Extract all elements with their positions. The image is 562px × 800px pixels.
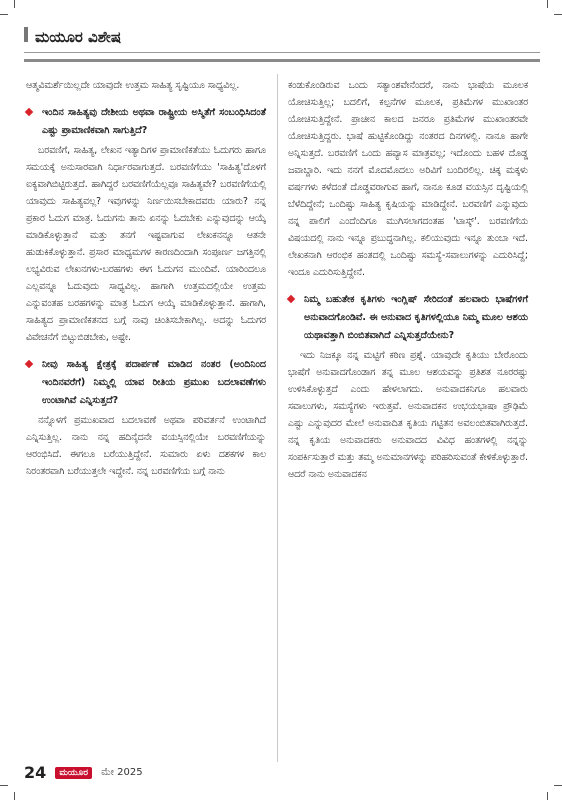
question-block [26,104,266,140]
crop-mark [14,792,15,800]
header-rule [24,52,540,53]
left-column [26,77,266,480]
diamond-bullet-icon [287,295,295,303]
header-rule-thick [24,59,540,62]
crop-mark [547,792,548,800]
crop-mark [0,785,8,786]
question-text: ನೀವು ಸಾಹಿತ್ಯ ಕ್ಷೇತ್ರಕ್ಕೆ ಪದಾರ್ಪಣೆ ಮಾಡಿದ ನಂತರ (ಅಂದಿನಿಂದ ಇಂದಿನವರೆಗೆ) ನಿಮ್ಮಲ್ಲಿ ಯಾವ ರೀತಿಯ ಪ್ರಮುಖ ಬದಲಾವಣೆಗಳು ಉಂಟಾಗಿವೆ ಎನ್ನಿಸುತ್ತದೆ? [42,359,266,406]
answer-paragraph: ಇದು ನಿಜಕ್ಕೂ ನನ್ನ ಮಟ್ಟಿಗೆ ಕಠಿಣ ಪ್ರಶ್ನೆ. ಯಾವುದೇ ಕೃತಿಯು ಬೇರೊಂದು ಭಾಷೆಗೆ ಅನುವಾದಗೊಂಡಾಗ ತನ್ನ ಮೂಲ ಆಶಯವನ್ನು ಪ್ರತಿಶತ ನೂರರಷ್ಟು ಉಳಿಸಿಕೊಳ್ಳುತ್ತದೆ ಎಂದು ಹೇಳಲಾಗದು. ಅನುವಾದಕನಿಗೂ ಹಲವಾರು ಸವಾಲುಗಳು, ಸಮಸ್ಯೆಗಳು ಇರುತ್ತವೆ. ಅನುವಾದಕನ ಉಭಯಭಾಷಾ ಪ್ರೌಢಿಮೆ ಎಷ್ಟು ಎನ್ನುವುದರ ಮೇಲೆ ಅನುವಾದಿತ ಕೃತಿಯ ಗಟ್ಟಿತನ ಅವಲಂಬಿತವಾಗಿರುತ್ತದೆ. ನನ್ನ ಕೃತಿಯ ಅನುವಾದಕರು ಅನುವಾದದ ವಿವಿಧ ಹಂತಗಳಲ್ಲಿ ನನ್ನನ್ನು ಸಂಪರ್ಕಿಸುತ್ತಾರೆ ಮತ್ತು ತಮ್ಮ ಅನುಮಾನಗಳನ್ನು ಪರಿಹರಿಸುವಂತೆ ಕೇಳಿಕೊಳ್ಳುತ್ತಾರೆ. ಆದರೆ ನಾನು ಅನುವಾದಕನ [288,350,528,480]
crop-mark [554,785,562,786]
crop-mark [554,14,562,15]
diamond-bullet-icon [25,108,33,116]
section-title: ಮಯೂರ ವಿಶೇಷ [35,28,122,46]
right-column [288,77,528,483]
crop-mark [0,14,8,15]
page-header [24,22,540,70]
answer-paragraph: ಬರವಣಿಗೆ, ಸಾಹಿತ್ಯ, ಲೇಖನ ಇತ್ಯಾದಿಗಳ ಪ್ರಾಮಾಣಿಕತೆಯು ಓದುಗರು ಹಾಗೂ ಸಮಯಕ್ಕೆ ಅನುಸಾರವಾಗಿ ನಿರ್ಧಾರವಾಗುತ್ತದೆ. ಬರವಣಿಗೆಯು 'ಸಾಹಿತ್ಯ'ದೊಳಗೆ ಐಕ್ಯವಾಗಿಬಿಟ್ಟಿರುತ್ತದೆ. ಹಾಗಿದ್ದರೆ ಬರವಣಿಗೆಯೆಲ್ಲವೂ ಸಾಹಿತ್ಯವೇ? ಬರವಣಿಗೆಯಲ್ಲಿ ಯಾವುದು ಸಾಹಿತ್ಯವಲ್ಲ? ಇವುಗಳನ್ನು ನಿರ್ಣಯಿಸಬೇಕಾದವರು ಯಾರು? ನನ್ನ ಪ್ರಕಾರ ಓದುಗ ಮಾತ್ರ. ಓದುಗನು ತಾನು ಏನನ್ನು ಓದಬೇಕು ಎನ್ನುವುದನ್ನು ಆಯ್ಕೆ ಮಾಡಿಕೊಳ್ಳುತ್ತಾನೆ ಮತ್ತು ತನಗೆ ಇಷ್ಟವಾಗುವ ಲೇಖಕನನ್ನೂ ಆತನೇ ಹುಡುಕಿಕೊಳ್ಳುತ್ತಾನೆ. ಪ್ರಸಾರ ಮಾಧ್ಯಮಗಳ ಕಾರಣದಿಂದಾಗಿ ಸಂಪೂರ್ಣ ಜಗತ್ತಿನಲ್ಲಿ ಲಭ್ಯವಿರುವ ಲೇಖನಗಳು-ಬರಹಗಳು ಈಗ ಓದುಗನ ಮುಂದಿವೆ. ಯಾರಿಂದಲೂ ಎಲ್ಲವನ್ನೂ ಓದುವುದು ಸಾಧ್ಯವಿಲ್ಲ. ಹಾಗಾಗಿ ಉತ್ತಮದಲ್ಲಿಯೇ ಉತ್ತಮ ಎನ್ನುವಂತಹ ಬರಹಗಳನ್ನು ಮಾತ್ರ ಓದುಗ ಆಯ್ಕೆ ಮಾಡಿಕೊಳ್ಳುತ್ತಾನೆ. ಹಾಗಾಗಿ, ಸಾಹಿತ್ಯದ ಪ್ರಾಮಾಣಿಕತನದ ಬಗ್ಗೆ ನಾವು ಚಿಂತಿಸಬೇಕಾಗಿಲ್ಲ. ಅದನ್ನು ಓದುಗರ ವಿವೇಚನೆಗೆ ಬಿಟ್ಟುಬಿಡಬೇಕು, ಅಷ್ಟೇ. [26,145,266,343]
page-number: 24 [24,763,47,782]
diamond-bullet-icon [25,360,33,368]
issue-date: ಮೇ 2025 [101,767,143,778]
section-marker [24,27,28,42]
question-text: ನಿಮ್ಮ ಬಹುತೇಕ ಕೃತಿಗಳು ಇಂಗ್ಲಿಷ್ ಸೇರಿದಂತೆ ಹಲವಾರು ಭಾಷೆಗಳಿಗೆ ಅನುವಾದಗೊಂಡಿವೆ. ಈ ಅನುವಾದ ಕೃತಿಗಳಲ್ಲಿಯೂ ನಿಮ್ಮ ಮೂಲ ಆಶಯ ಯಥಾವತ್ತಾಗಿ ಬಿಂಬಿತವಾಗಿದೆ ಎನ್ನಿಸುತ್ತದೆಯೇನು? [304,294,528,341]
paragraph: ಕಂಡುಕೊಂಡಿರುವ ಒಂದು ಸತ್ಯಾಂಶವೇನೆಂದರೆ, ನಾನು ಭಾಷೆಯ ಮೂಲಕ ಯೋಚಿಸುತ್ತಿಲ್ಲ; ಬದಲಿಗೆ, ಕಲ್ಪನೆಗಳ ಮೂಲಕ, ಪ್ರತಿಮೆಗಳ ಮುಖಾಂತರ ಯೋಚಿಸುತ್ತಿದ್ದೇನೆ. ಪ್ರಾಚೀನ ಕಾಲದ ಜನರೂ ಪ್ರತಿಮೆಗಳ ಮುಖಾಂತರವೇ ಯೋಚಿಸುತ್ತಿದ್ದರು. ಭಾಷೆ ಹುಟ್ಟಿಕೊಂಡಿದ್ದು ನಂತರದ ದಿನಗಳಲ್ಲಿ. ನಾನೂ ಹಾಗೇ ಅನ್ನಿಸುತ್ತದೆ. ಬರವಣಿಗೆ ಒಂದು ಹವ್ಯಾಸ ಮಾತ್ರವಲ್ಲ; ಇದೊಂದು ಬಹಳ ದೊಡ್ಡ ಜವಾಬ್ದಾರಿ. ಇದು ನನಗೆ ಮೊದಮೊದಲು ಅರಿವಿಗೆ ಬಂದಿರಲಿಲ್ಲ. ಚಿಕ್ಕ ಮಕ್ಕಳು ವರ್ಷಗಳು ಕಳೆದಂತೆ ದೊಡ್ಡವರಾಗುವ ಹಾಗೆ, ನಾನೂ ಕೂಡ ವಯಸ್ಸಿನ ದೃಷ್ಟಿಯಲ್ಲಿ ಬೆಳೆದಿದ್ದೇನೆ; ಒಂದಿಷ್ಟು ಸಾಹಿತ್ಯ ಕೃಷಿಯನ್ನು ಮಾಡಿದ್ದೇನೆ. ಬರವಣಿಗೆ ಎನ್ನುವುದು ನನ್ನ ಪಾಲಿಗೆ ಎಂದೆಂದಿಗೂ ಮುಗಿಸಲಾಗದಂತಹ 'ಟಾಸ್ಕ್'. ಬರವಣಿಗೆಯ ವಿಷಯದಲ್ಲಿ ನಾನು ಇನ್ನೂ ಪ್ರಬುದ್ಧನಾಗಿಲ್ಲ. ಕಲಿಯುವುದು ಇನ್ನೂ ತುಂಬಾ ಇದೆ. ಲೇಖಕನಾಗಿ ಆರಂಭಿಕ ಹಂತದಲ್ಲಿ ಒಂದಿಷ್ಟು ಸಮಸ್ಯೆ-ಸವಾಲುಗಳನ್ನು ಎದುರಿಸಿದ್ದೆ; ಇಂದೂ ಎದುರಿಸುತ್ತಿದ್ದೇನೆ. [288,80,528,278]
answer-paragraph: ನನ್ನೊಳಗೆ ಪ್ರಮುಖವಾದ ಬದಲಾವಣೆ ಅಥವಾ ಪರಿವರ್ತನೆ ಉಂಟಾಗಿದೆ ಎನ್ನಿಸುತ್ತಿಲ್ಲ. ನಾನು ನನ್ನ ಹದಿನೈದನೇ ವಯಸ್ಸಿನಲ್ಲಿಯೇ ಬರವಣಿಗೆಯನ್ನು ಆರಂಭಿಸಿದೆ. ಈಗಲೂ ಬರೆಯುತ್ತಿದ್ದೇನೆ. ಸುಮಾರು ಏಳು ದಶಕಗಳ ಕಾಲ ನಿರಂತರವಾಗಿ ಬರೆಯುತ್ತಲೇ ಇದ್ದೇನೆ. ನನ್ನ ಬರವಣಿಗೆಯ ಬಗ್ಗೆ ನಾನು [26,415,266,477]
crop-mark [547,0,548,8]
crop-mark [14,0,15,8]
magazine-logo: ಮಯೂರ [55,767,92,779]
column-divider [277,74,278,762]
paragraph: ಆತ್ಮವಿಮರ್ಶೆಯಿಲ್ಲದೇ ಯಾವುದೇ ಉತ್ತಮ ಸಾಹಿತ್ಯ ಸೃಷ್ಟಿಯೂ ಸಾಧ್ಯವಿಲ್ಲ. [26,80,240,91]
question-block [26,356,266,410]
question-block [288,291,528,345]
question-text: ಇಂದಿನ ಸಾಹಿತ್ಯವು ದೇಶೀಯ ಅಥವಾ ರಾಷ್ಟ್ರೀಯ ಅಸ್ಮಿತೆಗೆ ಸಂಬಂಧಿಸಿದಂತೆ ಎಷ್ಟು ಪ್ರಾಮಾಣಿಕವಾಗಿ ಸಾಗುತ್ತಿದೆ? [42,107,266,136]
page-footer [24,762,324,784]
